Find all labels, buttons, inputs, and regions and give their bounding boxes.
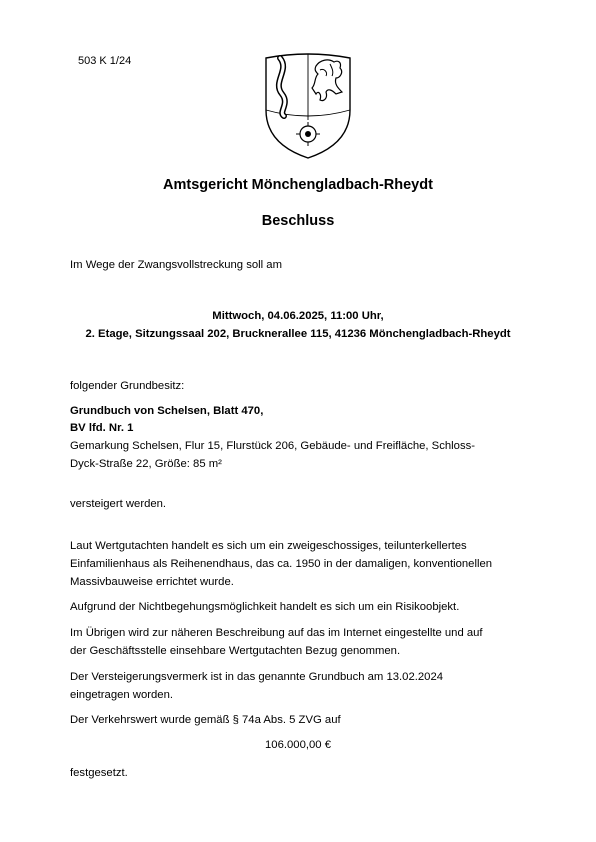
risk-text: Aufgrund der Nichtbegehungsmöglichkeit handelt es sich um ein Risikoobjekt. bbox=[70, 601, 460, 613]
registration-line1: Der Versteigerungsvermerk ist in das genannte Grundbuch am 13.02.2024 bbox=[70, 671, 444, 683]
property-intro: folgender Grundbesitz: bbox=[70, 380, 185, 392]
property-description-line1: Gemarkung Schelsen, Flur 15, Flurstück 206, Gebäude- und Freifläche, Schloss- bbox=[70, 440, 476, 452]
property-description-line2: Dyck-Straße 22, Größe: 85 m² bbox=[70, 458, 222, 470]
case-number: 503 K 1/24 bbox=[78, 55, 132, 67]
property-bv-number: BV lfd. Nr. 1 bbox=[70, 422, 134, 434]
appointment-date-time: Mittwoch, 04.06.2025, 11:00 Uhr, bbox=[212, 310, 384, 322]
closing-text: festgesetzt. bbox=[70, 767, 128, 779]
document-title: Beschluss bbox=[261, 213, 335, 229]
valuation-line2: Einfamilienhaus als Reihenendhaus, das ca. 1950 in der damaligen, konventionellen bbox=[70, 558, 493, 570]
property-register: Grundbuch von Schelsen, Blatt 470, bbox=[70, 405, 264, 417]
registration-line2: eingetragen worden. bbox=[70, 689, 174, 701]
valuation-line1: Laut Wertgutachten handelt es sich um ein zweigeschossiges, teilunterkellertes bbox=[70, 540, 467, 552]
auction-phrase: versteigert werden. bbox=[70, 498, 167, 510]
reference-line2: der Geschäftsstelle einsehbare Wertgutachten Bezug genommen. bbox=[70, 645, 401, 657]
intro-text: Im Wege der Zwangsvollstreckung soll am bbox=[70, 259, 283, 271]
market-value-amount: 106.000,00 € bbox=[265, 739, 331, 751]
market-value-intro: Der Verkehrswert wurde gemäß § 74a Abs. 5 ZVG auf bbox=[70, 714, 341, 726]
reference-line1: Im Übrigen wird zur näheren Beschreibung auf das im Internet eingestellte und auf bbox=[70, 627, 483, 639]
appointment-location: 2. Etage, Sitzungssaal 202, Brucknerallee 115, 41236 Mönchengladbach-Rheydt bbox=[85, 328, 511, 340]
court-name: Amtsgericht Mönchengladbach-Rheydt bbox=[163, 177, 433, 193]
valuation-line3: Massivbauweise errichtet wurde. bbox=[70, 576, 234, 588]
coat-of-arms-icon bbox=[260, 48, 356, 160]
